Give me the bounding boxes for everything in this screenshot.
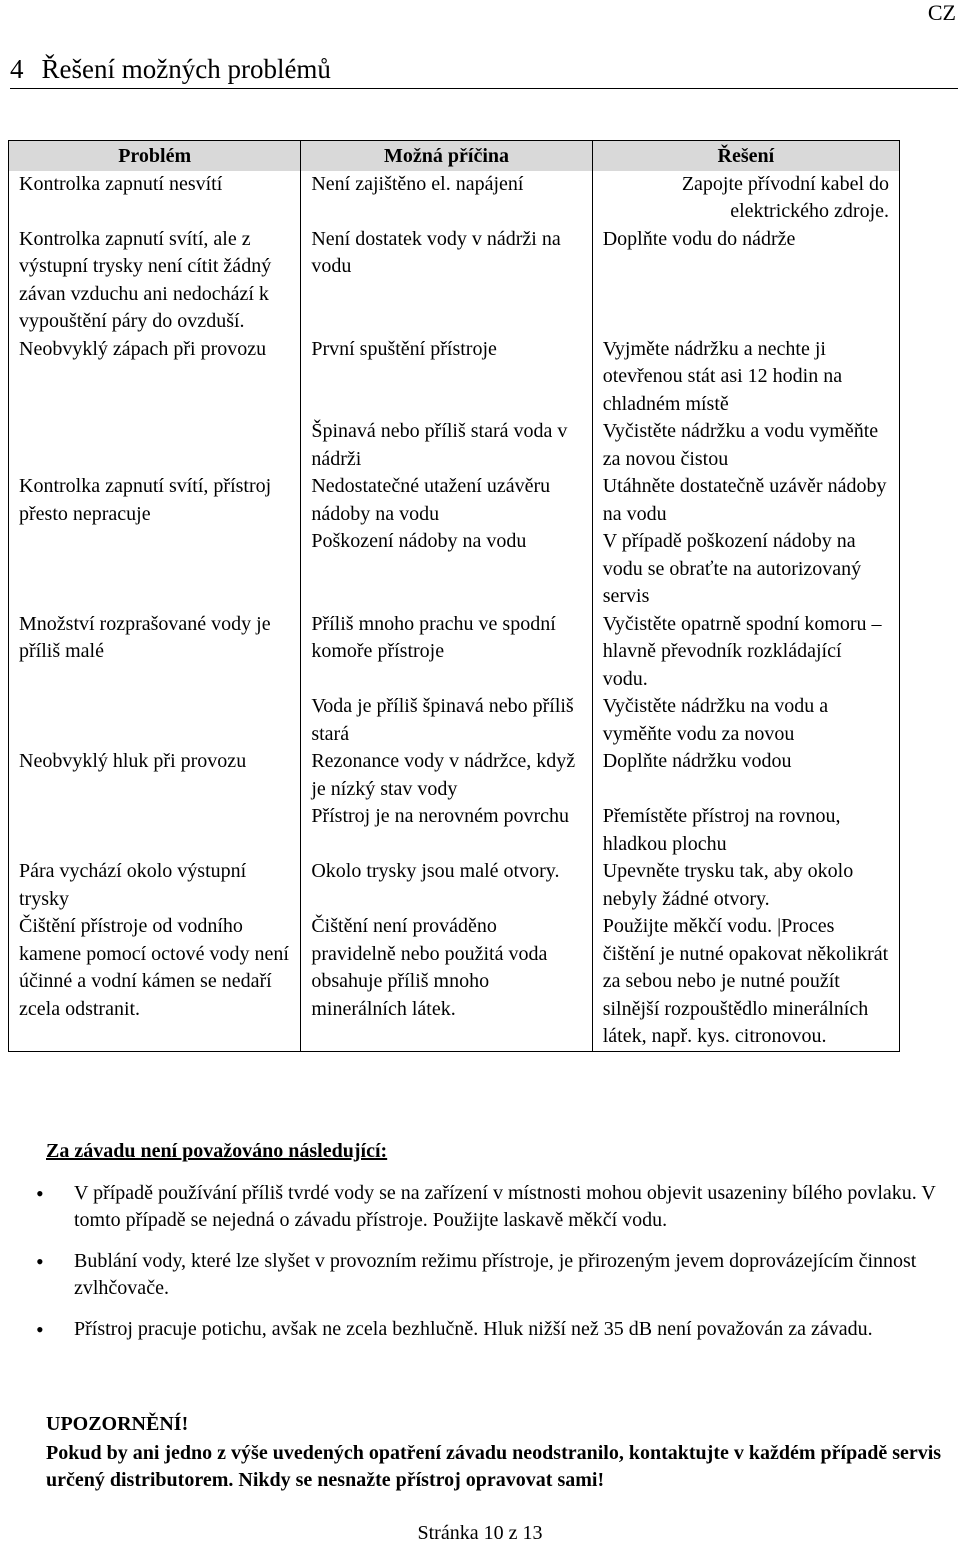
cause-cell: Špinavá nebo příliš stará voda v nádrži <box>301 418 592 473</box>
table-row <box>9 611 900 694</box>
solution-cell: Vyčistěte opatrně spodní komoru – hlavně převodník rozkládající vodu. <box>592 611 899 694</box>
troubleshooting-table <box>8 140 900 1052</box>
list-item <box>36 1248 956 1302</box>
section-heading <box>10 54 958 89</box>
table-row <box>9 693 900 748</box>
page-footer: Stránka 10 z 13 <box>417 1522 543 1544</box>
table-row <box>9 226 900 336</box>
cause-cell: Rezonance vody v nádržce, když je nízký stav vody <box>301 748 592 803</box>
warning-text: Pokud by ani jedno z výše uvedených opatření závadu neodstranilo, kontaktujte v každém případě servis určený distributorem. Nikdy se nesnažte přístroj opravovat sami! <box>46 1442 942 1491</box>
bullet-icon: • <box>36 1249 44 1274</box>
cause-cell: Poškození nádoby na vodu <box>301 528 592 611</box>
problem-cell <box>9 693 301 748</box>
header-solution: Řešení <box>592 141 899 171</box>
solution-cell: Vyjměte nádržku a nechte ji otevřenou stát asi 12 hodin na chladném místě <box>592 336 899 419</box>
solution-cell: Upevněte trysku tak, aby okolo nebyly žádné otvory. <box>592 858 899 913</box>
problem-cell: Kontrolka zapnutí svítí, přístroj přesto nepracuje <box>9 473 301 528</box>
section-title: Řešení možných problémů <box>41 54 331 84</box>
table-row <box>9 748 900 803</box>
table-row <box>9 913 900 1051</box>
cause-cell: Voda je příliš špinavá nebo příliš stará <box>301 693 592 748</box>
table-row <box>9 528 900 611</box>
notes-title: Za závadu není považováno následující: <box>46 1140 388 1162</box>
solution-cell: Vyčistěte nádržku na vodu a vyměňte vodu za novou <box>592 693 899 748</box>
table-row <box>9 473 900 528</box>
cause-cell: Okolo trysky jsou malé otvory. <box>301 858 592 913</box>
problem-cell: Čištění přístroje od vodního kamene pomocí octové vody není účinné a vodní kámen se nedaří zcela odstranit. <box>9 913 301 1051</box>
bullet-icon: • <box>36 1181 44 1206</box>
problem-cell: Množství rozprašované vody je příliš malé <box>9 611 301 694</box>
bullet-icon: • <box>36 1317 44 1342</box>
solution-cell: Doplňte vodu do nádrže <box>592 226 899 336</box>
table-header-row <box>9 141 900 171</box>
problem-cell: Kontrolka zapnutí svítí, ale z výstupní trysky není cítit žádný závan vzduchu ani nedochází k vypouštění páry do ovzduší. <box>9 226 301 336</box>
solution-cell: Zapojte přívodní kabel do elektrického zdroje. <box>592 171 899 226</box>
note-text: Přístroj pracuje potichu, avšak ne zcela bezhlučně. Hluk nižší než 35 dB není považován za závadu. <box>74 1318 873 1340</box>
cause-cell: Nedostatečné utažení uzávěru nádoby na vodu <box>301 473 592 528</box>
problem-cell: Pára vychází okolo výstupní trysky <box>9 858 301 913</box>
solution-cell: Přemístěte přístroj na rovnou, hladkou plochu <box>592 803 899 858</box>
cause-cell: Není zajištěno el. napájení <box>301 171 592 226</box>
problem-cell: Neobvyklý zápach při provozu <box>9 336 301 419</box>
cause-cell: Čištění není prováděno pravidelně nebo použitá voda obsahuje příliš mnoho minerálních látek. <box>301 913 592 1051</box>
table-row <box>9 858 900 913</box>
cause-cell: Přístroj je na nerovném povrchu <box>301 803 592 858</box>
table-row <box>9 171 900 226</box>
table-row <box>9 336 900 419</box>
header-cause: Možná příčina <box>301 141 592 171</box>
problem-cell <box>9 803 301 858</box>
table-row <box>9 418 900 473</box>
list-item <box>36 1316 956 1343</box>
solution-cell: Použijte měkčí vodu. |Proces čištění je nutné opakovat několikrát za sebou nebo je nutné použít silnější rozpouštědlo minerálních látek, např. kys. citronovou. <box>592 913 899 1051</box>
cause-cell: Není dostatek vody v nádrži na vodu <box>301 226 592 336</box>
solution-cell: Utáhněte dostatečně uzávěr nádoby na vodu <box>592 473 899 528</box>
section-number: 4 <box>10 54 24 84</box>
problem-cell <box>9 528 301 611</box>
solution-cell: Doplňte nádržku vodou <box>592 748 899 803</box>
note-text: Bublání vody, které lze slyšet v provozním režimu přístroje, je přirozeným jevem doprovázejícím činnost zvlhčovače. <box>74 1250 917 1299</box>
table-body <box>9 171 900 1052</box>
cause-cell: První spuštění přístroje <box>301 336 592 419</box>
problem-cell: Kontrolka zapnutí nesvítí <box>9 171 301 226</box>
language-code: CZ <box>927 0 956 25</box>
header-problem: Problém <box>9 141 301 171</box>
table-row <box>9 803 900 858</box>
warning-title: UPOZORNĚNÍ! <box>46 1413 189 1435</box>
solution-cell: V případě poškození nádoby na vodu se obraťte na autorizovaný servis <box>592 528 899 611</box>
problem-cell: Neobvyklý hluk při provozu <box>9 748 301 803</box>
cause-cell: Příliš mnoho prachu ve spodní komoře přístroje <box>301 611 592 694</box>
note-text: V případě používání příliš tvrdé vody se na zařízení v místnosti mohou objevit usazeniny bílého povlaku. V tomto případě se nejedná o závadu přístroje. Použijte laskavě měkčí vodu. <box>74 1182 936 1231</box>
solution-cell: Vyčistěte nádržku a vodu vyměňte za novou čistou <box>592 418 899 473</box>
notes-list <box>36 1180 956 1357</box>
problem-cell <box>9 418 301 473</box>
list-item <box>36 1180 956 1234</box>
